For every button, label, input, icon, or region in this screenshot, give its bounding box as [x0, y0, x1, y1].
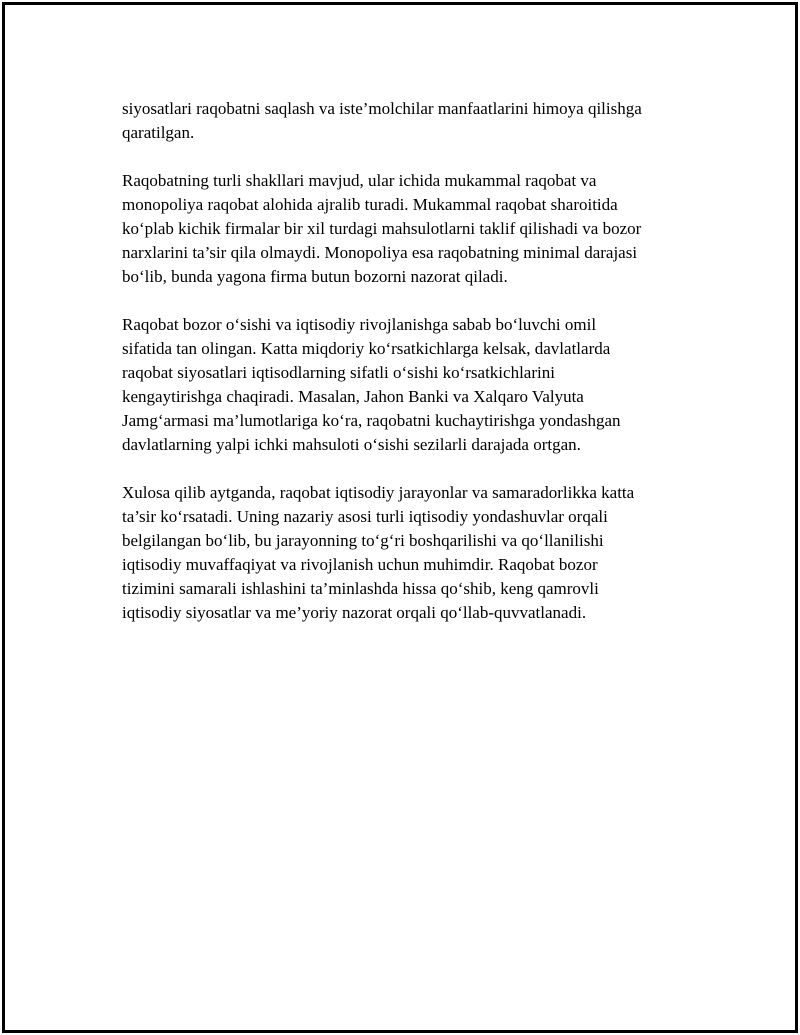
text-line: Xulosa qilib aytganda, raqobat iqtisodiy jarayonlar va samaradorlikka katta [122, 483, 635, 502]
text-line: ko‘plab kichik firmalar bir xil turdagi mahsulotlarni taklif qilishadi va bozor [122, 219, 642, 238]
text-line: monopoliya raqobat alohida ajralib turadi. Mukammal raqobat sharoitida [122, 195, 618, 214]
text-line: narxlarini ta’sir qila olmaydi. Monopoliya esa raqobatning minimal darajasi [122, 243, 638, 262]
paragraph-1 [122, 97, 702, 145]
paragraph-2 [122, 169, 702, 289]
document-body [122, 97, 702, 649]
text-line: siyosatlari raqobatni saqlash va iste’molchilar manfaatlarini himoya qilishga [122, 99, 642, 118]
paragraph-3 [122, 313, 702, 457]
text-line: belgilangan bo‘lib, bu jarayonning to‘g‘ri boshqarilishi va qo‘llanilishi [122, 531, 604, 550]
text-line: iqtisodiy siyosatlar va me’yoriy nazorat orqali qo‘llab-quvvatlanadi. [122, 603, 587, 622]
text-line: sifatida tan olingan. Katta miqdoriy ko‘rsatkichlarga kelsak, davlatlarda [122, 339, 611, 358]
text-line: Raqobatning turli shakllari mavjud, ular ichida mukammal raqobat va [122, 171, 597, 190]
paragraph-4 [122, 481, 702, 625]
text-line: qaratilgan. [122, 123, 195, 142]
text-line: Jamg‘armasi ma’lumotlariga ko‘ra, raqobatni kuchaytirishga yondashgan [122, 411, 621, 430]
text-line: bo‘lib, bunda yagona firma butun bozorni nazorat qiladi. [122, 267, 508, 286]
text-line: raqobat siyosatlari iqtisodlarning sifatli o‘sishi ko‘rsatkichlarini [122, 363, 555, 382]
text-line: iqtisodiy muvaffaqiyat va rivojlanish uchun muhimdir. Raqobat bozor [122, 555, 598, 574]
page-frame [2, 2, 798, 1033]
text-line: kengaytirishga chaqiradi. Masalan, Jahon Banki va Xalqaro Valyuta [122, 387, 584, 406]
text-line: davlatlarning yalpi ichki mahsuloti o‘sishi sezilarli darajada ortgan. [122, 435, 581, 454]
text-line: Raqobat bozor o‘sishi va iqtisodiy rivojlanishga sabab bo‘luvchi omil [122, 315, 597, 334]
text-line: ta’sir ko‘rsatadi. Uning nazariy asosi turli iqtisodiy yondashuvlar orqali [122, 507, 608, 526]
text-line: tizimini samarali ishlashini ta’minlashda hissa qo‘shib, keng qamrovli [122, 579, 599, 598]
